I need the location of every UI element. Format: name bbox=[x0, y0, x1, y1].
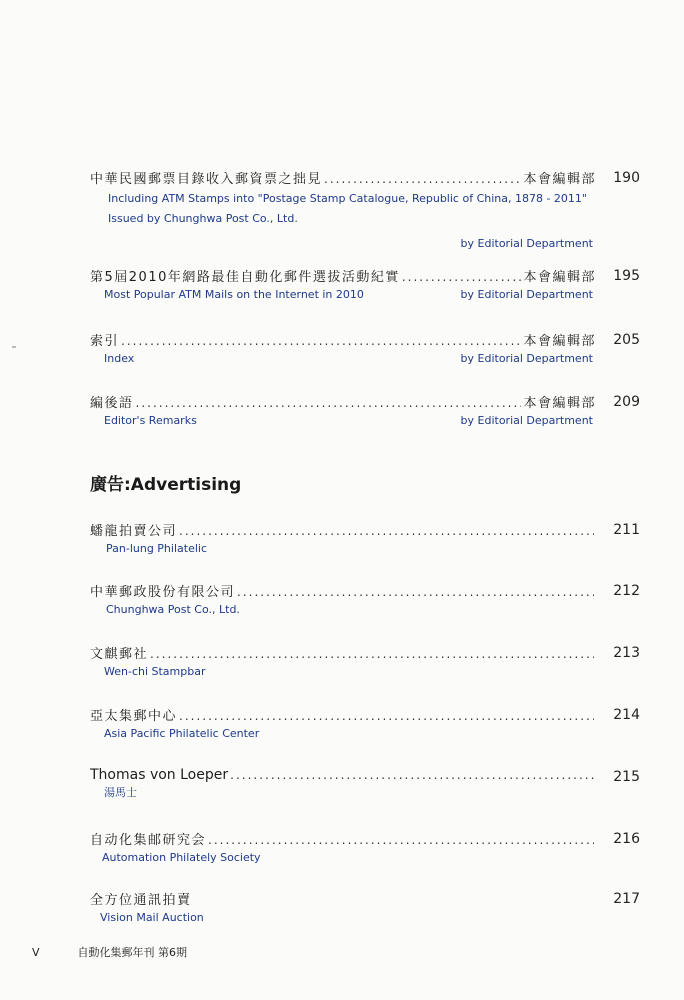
leader-dots bbox=[136, 396, 522, 410]
page-footer bbox=[32, 944, 187, 960]
leader-dots bbox=[150, 647, 594, 661]
ad-title: Thomas von Loeper bbox=[90, 767, 229, 783]
entry-author: 本會編輯部 bbox=[523, 334, 596, 349]
leader-dots bbox=[179, 709, 594, 723]
entry-page-number: 209 bbox=[613, 394, 640, 410]
entry-title: 中華民國郵票目錄收入郵資票之拙見 bbox=[90, 172, 323, 187]
leader-dots bbox=[237, 585, 594, 599]
ad-subtitle: 湯馬士 bbox=[104, 786, 137, 799]
leader-dots bbox=[179, 524, 594, 538]
entry-english-author: by Editorial Department bbox=[460, 237, 593, 250]
ad-page-number: 214 bbox=[613, 707, 640, 723]
footer-journal-title: 自動化集郵年刊 第6期 bbox=[77, 946, 187, 959]
toc-entry[interactable] bbox=[90, 168, 640, 250]
entry-english-title: Including ATM Stamps into "Postage Stamp Catalogue, Republic of China, 1878 - 2011" bbox=[108, 192, 587, 205]
ad-title: 全方位通訊拍賣 bbox=[90, 893, 192, 908]
toc-entry[interactable] bbox=[90, 266, 640, 305]
entry-author: 本會編輯部 bbox=[523, 270, 596, 285]
ad-entry[interactable] bbox=[90, 643, 640, 682]
scan-speck bbox=[12, 346, 16, 348]
ad-subtitle: Asia Pacific Philatelic Center bbox=[104, 727, 260, 740]
ad-subtitle: Chunghwa Post Co., Ltd. bbox=[106, 603, 240, 616]
entry-english-author: by Editorial Department bbox=[460, 414, 593, 427]
ad-title: 蟠龍拍賣公司 bbox=[90, 524, 178, 539]
entry-english-author: by Editorial Department bbox=[460, 288, 593, 301]
ad-subtitle: Automation Philately Society bbox=[102, 851, 261, 864]
entry-english-author: by Editorial Department bbox=[460, 352, 593, 365]
entry-author: 本會編輯部 bbox=[523, 172, 596, 187]
ad-page-number: 215 bbox=[613, 769, 640, 785]
leader-dots bbox=[230, 768, 594, 782]
ad-entry[interactable] bbox=[90, 829, 640, 868]
ad-title: 自动化集邮研究会 bbox=[90, 833, 207, 848]
ad-page-number: 211 bbox=[613, 522, 640, 538]
entry-title: 編後語 bbox=[90, 396, 134, 411]
entry-page-number: 190 bbox=[613, 170, 640, 186]
advertising-heading: 廣告:Advertising bbox=[90, 475, 242, 495]
ad-page-number: 217 bbox=[613, 891, 640, 907]
toc-entry[interactable] bbox=[90, 330, 640, 369]
ad-subtitle: Wen-chi Stampbar bbox=[104, 665, 206, 678]
entry-page-number: 195 bbox=[613, 268, 640, 284]
ad-page-number: 212 bbox=[613, 583, 640, 599]
footer-page-number: V bbox=[32, 946, 40, 959]
ad-entry[interactable] bbox=[90, 520, 640, 559]
entry-title: 索引 bbox=[90, 334, 120, 349]
ad-entry[interactable] bbox=[90, 767, 640, 803]
ad-title: 亞太集郵中心 bbox=[90, 709, 178, 724]
ad-subtitle: Pan-lung Philatelic bbox=[106, 542, 207, 555]
ad-entry[interactable] bbox=[90, 705, 640, 744]
ad-title: 中華郵政股份有限公司 bbox=[90, 585, 236, 600]
entry-author: 本會編輯部 bbox=[523, 396, 596, 411]
leader-dots bbox=[208, 833, 594, 847]
toc-entry[interactable] bbox=[90, 392, 640, 431]
entry-title: 第5屆2010年網路最佳自動化郵件選拔活動紀實 bbox=[90, 270, 400, 285]
entry-english-title: Editor's Remarks bbox=[104, 414, 197, 427]
ad-subtitle: Vision Mail Auction bbox=[100, 911, 204, 924]
ad-entry[interactable] bbox=[90, 889, 640, 928]
entry-english-title-cont: Issued by Chunghwa Post Co., Ltd. bbox=[108, 212, 298, 225]
entry-page-number: 205 bbox=[613, 332, 640, 348]
leader-dots bbox=[324, 172, 521, 186]
ad-entry[interactable] bbox=[90, 581, 640, 620]
leader-dots bbox=[121, 334, 521, 348]
ad-title: 文麒郵社 bbox=[90, 647, 149, 662]
entry-english-title: Most Popular ATM Mails on the Internet in 2010 bbox=[104, 288, 364, 301]
ad-page-number: 213 bbox=[613, 645, 640, 661]
leader-dots bbox=[402, 270, 522, 284]
entry-english-title: Index bbox=[104, 352, 135, 365]
ad-page-number: 216 bbox=[613, 831, 640, 847]
